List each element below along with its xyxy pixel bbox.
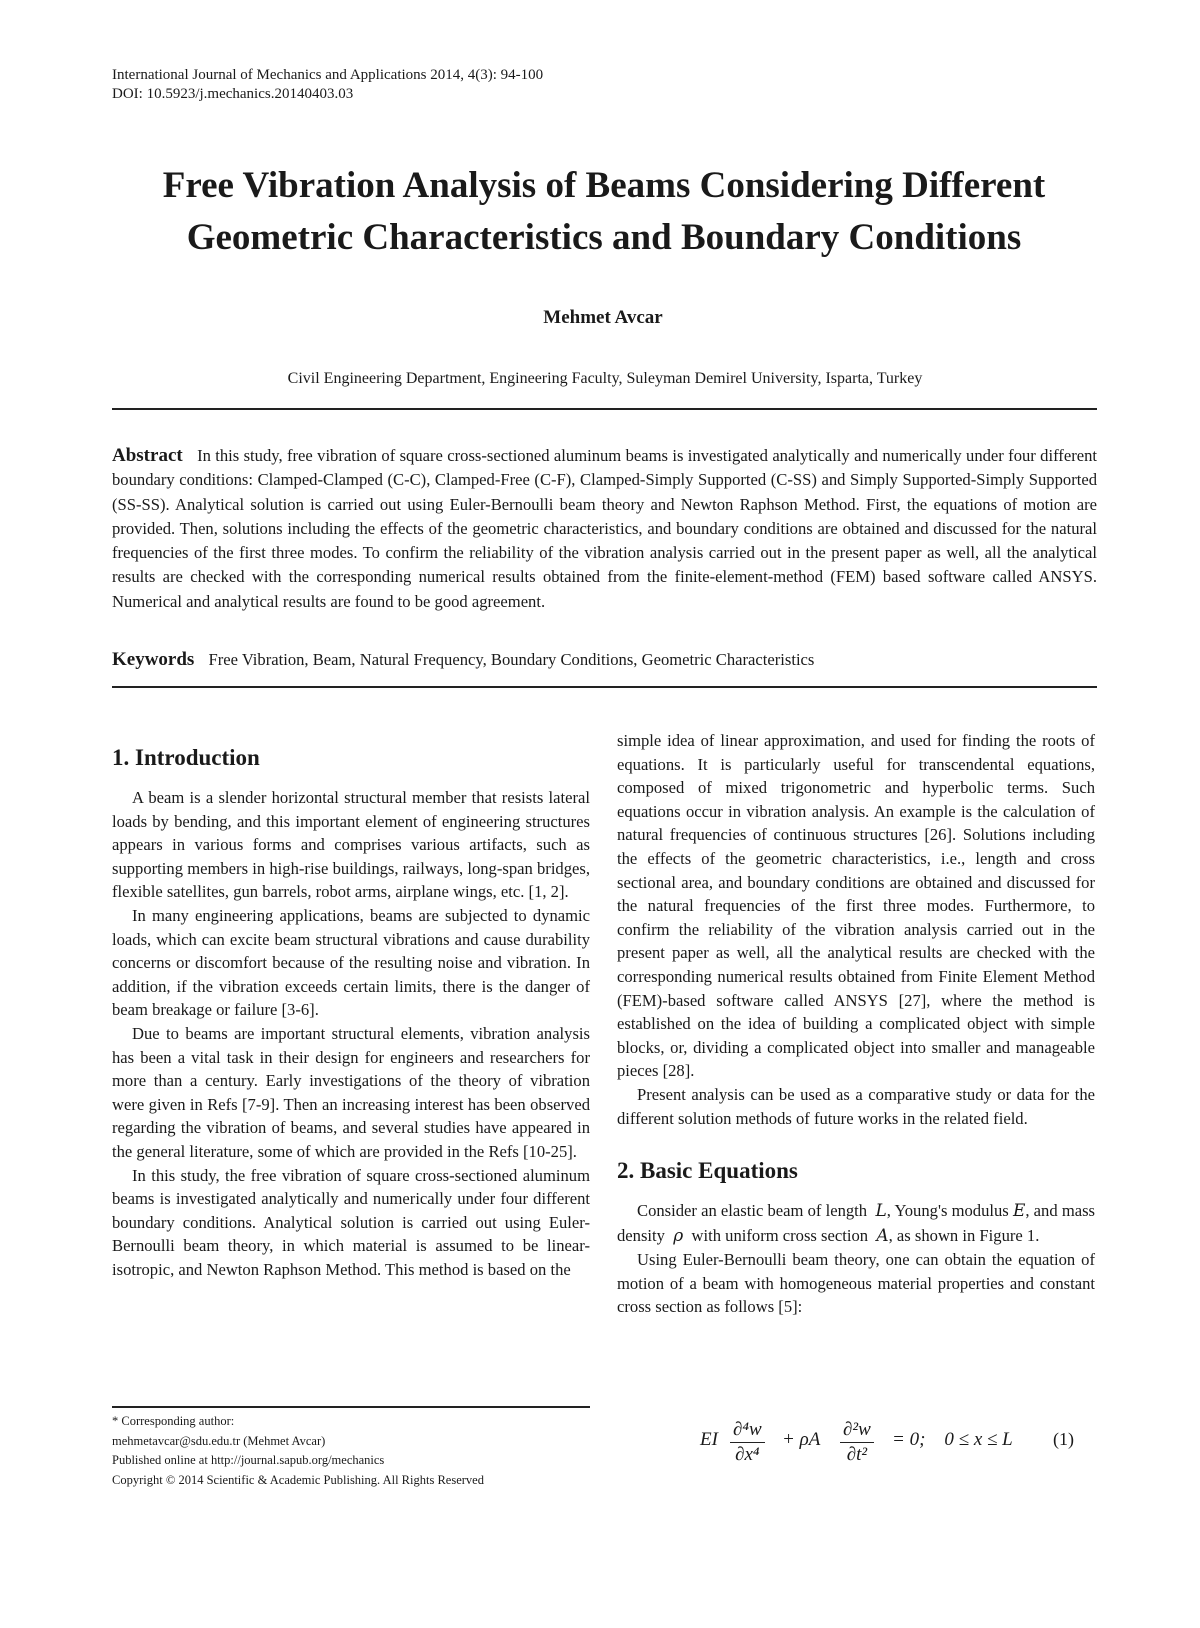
basic-eq-text-e: , as shown in Figure 1. (888, 1225, 1040, 1245)
title-line-2: Geometric Characteristics and Boundary Conditions (186, 217, 1022, 258)
basic-eq-text-d: with uniform cross section (691, 1225, 869, 1245)
equation-1 (700, 1419, 1100, 1479)
footnote-email: mehmetavcar@sdu.edu.tr (Mehmet Avcar) (112, 1433, 326, 1448)
footnote (112, 1412, 632, 1490)
footnote-published: Published online at http://journal.sapub.org/mechanics (112, 1453, 385, 1467)
eq-frac1-numerator: ∂⁴w (730, 1419, 765, 1443)
journal-citation: International Journal of Mechanics and Applications 2014, 4(3): 94-100 (112, 67, 544, 83)
eq-frac2-denominator: ∂t² (846, 1444, 868, 1465)
author-name: Mehmet Avcar (543, 307, 663, 328)
abstract-text: In this study, free vibration of square cross-sectioned aluminum beams is investigated analytically and numerically under four different boundary conditions: Clamped-Clamped (C-C), Clamped-Free (C-F), Clamped-Simply Supported (C-SS) and Simply Supported-Simply Supported (SS-SS). Analytical solution is carried out using Euler-Bernoulli beam theory and Newton Raphson Method. First, the equations of motion are provided. Then, solutions including the effects of the geometric characteristics, and boundary conditions are obtained and discussed for the natural frequencies of the first three modes. To confirm the reliability of the vibration analysis carried out in the present paper as well, all the analytical results are checked with the corresponding numerical results obtained from the finite-element-method (FEM) based software called ANSYS. Numerical and analytical results are found to be good agreement. (112, 446, 1097, 611)
section-heading-introduction: 1. Introduction (112, 745, 260, 770)
intro-paragraph-5: Present analysis can be used as a comparative study or data for the different solution methods of future works in the related field. (617, 1084, 1095, 1128)
keywords-text: Free Vibration, Beam, Natural Frequency, Boundary Conditions, Geometric Characteristics (208, 650, 815, 669)
eq-frac1-denominator: ∂x⁴ (735, 1444, 760, 1465)
eq-fraction-2 (840, 1419, 874, 1466)
keywords (112, 648, 1097, 672)
doi: DOI: 10.5923/j.mechanics.20140403.03 (112, 86, 354, 102)
section-heading-basic-equations: 2. Basic Equations (617, 1158, 798, 1184)
eq-fraction-1 (730, 1419, 765, 1466)
bottom-divider (112, 686, 1097, 688)
equation-number: (1) (1053, 1429, 1074, 1449)
symbol-area: A (876, 1225, 889, 1246)
journal-header (112, 66, 543, 104)
intro-paragraph-2: In many engineering applications, beams are subjected to dynamic loads, which can excite beam structural vibrations and cause durability concerns or discomfort because of the resulting noise and vibration. In addition, if the vibration exceeds certain limits, there is the danger of beam breakage or failure [3-6]. (112, 905, 590, 1020)
top-divider (112, 408, 1097, 410)
abstract (112, 444, 1097, 614)
symbol-density: ρ (673, 1225, 684, 1246)
symbol-youngs-modulus: E (1012, 1201, 1026, 1222)
basic-eq-text-c: , and mass density (617, 1201, 1096, 1245)
paper-title (80, 160, 1128, 264)
basic-eq-text-b: , Young's modulus (886, 1201, 1009, 1221)
eq-plus-rho-a: + ρA (782, 1429, 821, 1450)
keywords-label: Keywords (112, 649, 195, 670)
right-column (617, 729, 1095, 1319)
eq-rest: = 0; 0 ≤ x ≤ L (892, 1429, 1013, 1450)
abstract-label: Abstract (112, 445, 183, 466)
eq-frac2-numerator: ∂²w (840, 1419, 874, 1443)
title-line-1: Free Vibration Analysis of Beams Considering Different (162, 165, 1046, 206)
basic-eq-text-a: Consider an elastic beam of length (637, 1201, 868, 1221)
intro-paragraph-1: A beam is a slender horizontal structural member that resists lateral loads by bending, and this important element of engineering structures appears in various forms and comprises various artifacts, such as supporting members in high-rise buildings, railways, long-span bridges, flexible satellites, gun barrels, robot arms, airplane wings, etc. [1, 2]. (112, 788, 590, 902)
basic-eq-paragraph-1 (617, 1199, 1095, 1248)
intro-paragraph-4-continued: simple idea of linear approximation, and used for finding the roots of equations. It is particularly useful for transcendental equations, composed of mixed trigonometric and hyperbolic terms. Such equations occur in vibration analysis. An example is the calculation of natural frequencies of continuous structures [26]. Solutions including the effects of the geometric characteristics, i.e., length and cross sectional area, and boundary conditions are obtained and discussed for the natural frequencies of the first three modes. Furthermore, to confirm the reliability of the vibration analysis carried out in the present paper as well, all the analytical results are checked with the corresponding numerical results obtained from Finite Element Method (FEM)-based software called ANSYS [27], where the method is established on the idea of building a complicated object with simple blocks, or, dividing a complicated object into smaller and manageable pieces [28]. (617, 731, 1095, 1081)
eq-ei: EI (700, 1429, 718, 1450)
basic-eq-paragraph-2: Using Euler-Bernoulli beam theory, one can obtain the equation of motion of a beam with homogeneous material properties and constant cross section as follows [5]: (617, 1250, 1095, 1317)
author-affiliation: Civil Engineering Department, Engineering Faculty, Suleyman Demirel University, Isparta, Turkey (287, 370, 923, 387)
intro-paragraph-4: In this study, the free vibration of square cross-sectioned aluminum beams is investigated analytically and numerically under four different boundary conditions. Analytical solution is carried out using Euler-Bernoulli beam theory, in which material is assumed to be linear-isotropic, and Newton Raphson Method. This method is based on the (112, 1165, 590, 1279)
footnote-corresponding: * Corresponding author: (112, 1414, 235, 1428)
left-column (112, 743, 590, 1281)
intro-paragraph-3: Due to beams are important structural elements, vibration analysis has been a vital task in their design for engineers and researchers for more than a century. Early investigations of the theory of vibration were given in Refs [7-9]. Then an increasing interest has been observed regarding the vibration of beams, and several studies have appeared in the general literature, some of which are provided in the Refs [10-25]. (112, 1023, 590, 1161)
symbol-length: L (875, 1201, 887, 1222)
footnote-divider (112, 1406, 590, 1408)
footnote-copyright: Copyright © 2014 Scientific & Academic Publishing. All Rights Reserved (112, 1472, 484, 1487)
